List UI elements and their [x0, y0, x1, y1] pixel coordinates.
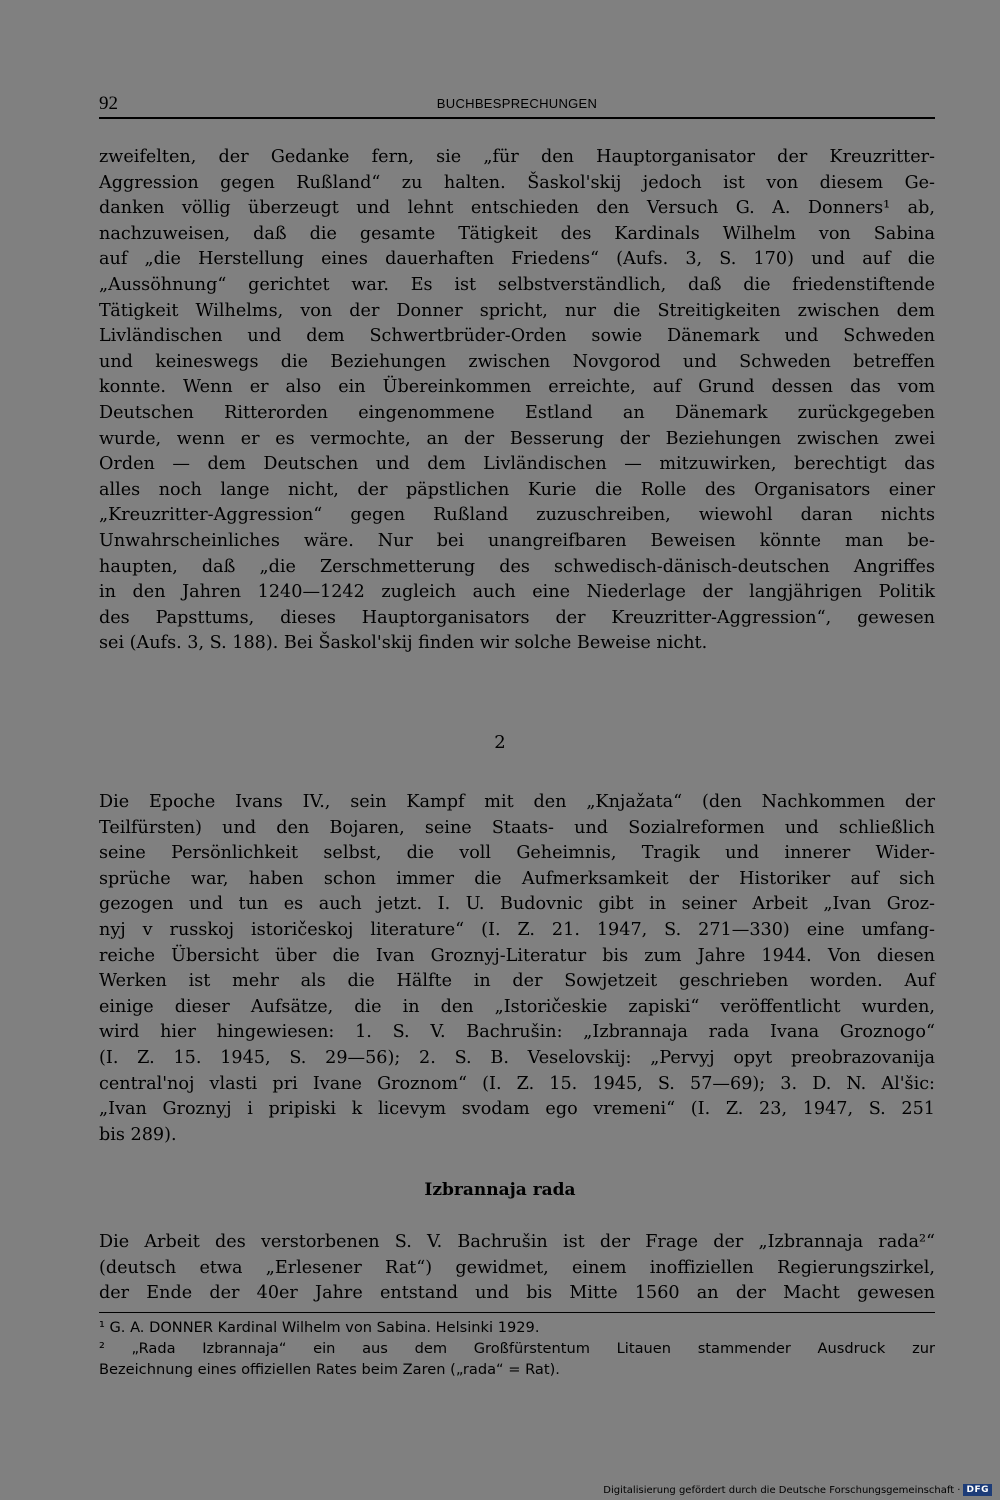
- text-line: „Aussöhnung“ gerichtet war. Es ist selbstverständlich, daß die friedenstiftende: [99, 274, 935, 295]
- footnotes: [99, 1312, 935, 1380]
- text-line: „Ivan Groznyj i pripiski k licevym svodam ego vremeni“ (I. Z. 23, 1947, S. 251: [99, 1099, 935, 1120]
- text-line: Deutschen Ritterorden eingenommene Estland an Dänemark zurückgegeben: [99, 402, 935, 423]
- text-line: wird hier hingewiesen: 1. S. V. Bachrušin: „Izbrannaja rada Ivana Groznogo“: [99, 1022, 935, 1043]
- section-number: 2: [494, 732, 506, 753]
- text-line: reiche Übersicht über die Ivan Groznyj-Literatur bis zum Jahre 1944. Von diesen: [99, 945, 935, 966]
- running-title: BUCHBESPRECHUNGEN: [436, 96, 598, 111]
- paragraph-3: [99, 1230, 935, 1307]
- text-line: und keineswegs die Beziehungen zwischen Novgorod und Schweden betreffen: [99, 351, 935, 372]
- text-line: alles noch lange nicht, der päpstlichen Kurie die Rolle des Organisators einer: [99, 479, 935, 500]
- footnote-1: ¹ G. A. DONNER Kardinal Wilhelm von Sabina. Helsinki 1929.: [99, 1319, 540, 1336]
- text-line: (I. Z. 15. 1945, S. 29—56); 2. S. B. Veselovskij: „Pervyj opyt preobrazovanija: [99, 1047, 935, 1068]
- text-line: konnte. Wenn er also ein Übereinkommen erreichte, auf Grund dessen das vom: [99, 377, 935, 398]
- footnote-2-continued: Bezeichnung eines offiziellen Rates beim Zaren („rada“ = Rat).: [99, 1361, 560, 1378]
- page-number: 92: [99, 93, 118, 114]
- text-line: Werken ist mehr als die Hälfte in der Sowjetzeit geschrieben worden. Auf: [99, 971, 935, 992]
- text-line: sei (Aufs. 3, S. 188). Bei Šaskol'skij finden wir solche Beweise nicht.: [99, 633, 708, 654]
- text-line: Livländischen und dem Schwertbrüder-Orden sowie Dänemark und Schweden: [99, 326, 935, 347]
- digitization-footer: [603, 1484, 992, 1496]
- text-line: nyj v russkoj istoričeskoj literature“ (I. Z. 21. 1947, S. 271—330) eine umfang-: [99, 919, 935, 940]
- text-line: Aggression gegen Rußland“ zu halten. Šaskol'skij jedoch ist von diesem Ge-: [99, 172, 935, 193]
- text-line: auf „die Herstellung eines dauerhaften Friedens“ (Aufs. 3, S. 170) und auf die: [99, 249, 935, 270]
- footer-text: Digitalisierung gefördert durch die Deutsche Forschungsgemeinschaft ·: [603, 1484, 961, 1496]
- text-line: der Ende der 40er Jahre entstand und bis Mitte 1560 an der Macht gewesen: [99, 1283, 935, 1304]
- text-line: sprüche war, haben schon immer die Aufmerksamkeit der Historiker auf sich: [99, 868, 935, 889]
- text-line: gezogen und tun es auch jetzt. I. U. Budovnic gibt in seiner Arbeit „Ivan Groz-: [99, 894, 935, 915]
- footnote-2: ² „Rada Izbrannaja“ ein aus dem Großfürstentum Litauen stammender Ausdruck zur: [99, 1340, 935, 1357]
- text-line: Die Arbeit des verstorbenen S. V. Bachrušin ist der Frage der „Izbrannaja rada²“: [99, 1232, 935, 1252]
- text-line: haupten, daß „die Zerschmetterung des schwedisch-dänisch-deutschen Angriffes: [99, 556, 935, 577]
- text-line: seine Persönlichkeit selbst, die voll Geheimnis, Tragik und innerer Wider-: [99, 843, 935, 864]
- text-line: „Kreuzritter-Aggression“ gegen Rußland zuzuschreiben, wiewohl daran nichts: [99, 505, 935, 526]
- subheading: Izbrannaja rada: [424, 1180, 576, 1200]
- paragraph-1: [99, 145, 935, 657]
- text-line: nachzuweisen, daß die gesamte Tätigkeit des Kardinals Wilhelm von Sabina: [99, 223, 935, 244]
- dfg-logo: DFG: [963, 1484, 992, 1496]
- text-line: wurde, wenn er es vermochte, an der Besserung der Beziehungen zwischen zwei: [99, 428, 935, 449]
- text-line: Die Epoche Ivans IV., sein Kampf mit den „Knjažata“ (den Nachkommen der: [99, 792, 935, 812]
- text-line: bis 289).: [99, 1124, 177, 1145]
- page-header: [99, 93, 935, 119]
- text-line: zweifelten, der Gedanke fern, sie „für den Hauptorganisator der Kreuzritter-: [99, 147, 935, 167]
- text-line: Teilfürsten) und den Bojaren, seine Staats- und Sozialreformen und schließlich: [99, 817, 935, 838]
- text-line: des Papsttums, dieses Hauptorganisators der Kreuzritter-Aggression“, gewesen: [99, 607, 935, 628]
- text-line: (deutsch etwa „Erlesener Rat“) gewidmet, einem inoffiziellen Regierungszirkel,: [99, 1257, 935, 1278]
- text-line: central'noj vlasti pri Ivane Groznom“ (I. Z. 15. 1945, S. 57—69); 3. D. N. Al'šic:: [99, 1073, 935, 1094]
- text-line: in den Jahren 1240—1242 zugleich auch eine Niederlage der langjährigen Politik: [99, 582, 935, 603]
- text-line: Orden — dem Deutschen und dem Livländischen — mitzuwirken, berechtigt das: [99, 454, 935, 475]
- text-line: Unwahrscheinliches wäre. Nur bei unangreifbaren Beweisen könnte man be-: [99, 530, 935, 551]
- text-line: einige dieser Aufsätze, die in den „Istoričeskie zapiski“ veröffentlicht wurden,: [99, 996, 935, 1017]
- paragraph-2: [99, 790, 935, 1148]
- text-line: danken völlig überzeugt und lehnt entschieden den Versuch G. A. Donners¹ ab,: [99, 198, 935, 219]
- text-line: Tätigkeit Wilhelms, von der Donner spricht, nur die Streitigkeiten zwischen dem: [99, 300, 935, 321]
